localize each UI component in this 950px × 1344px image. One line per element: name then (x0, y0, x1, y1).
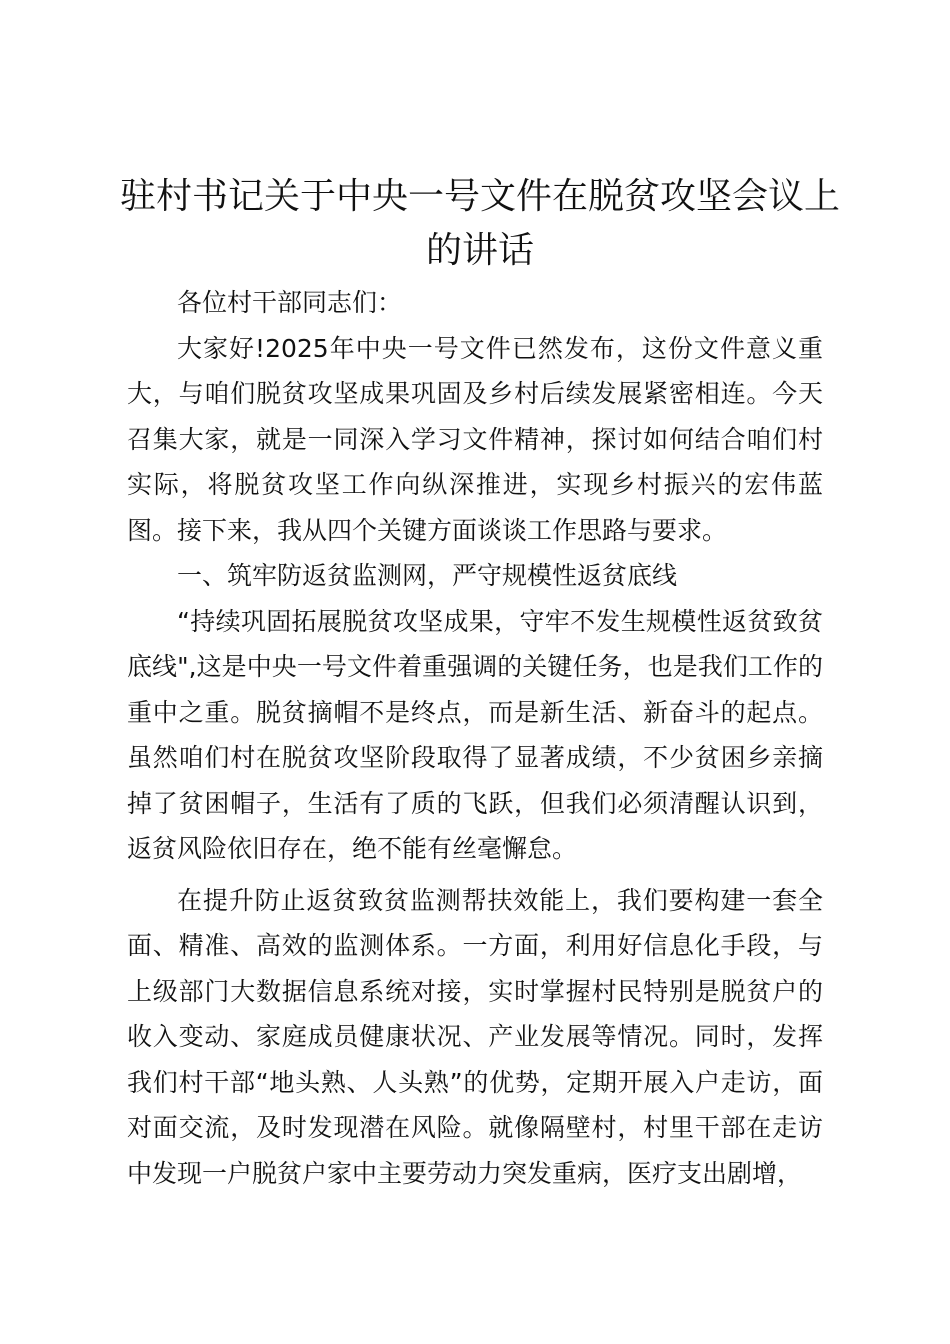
salutation: 各位村干部同志们： (177, 288, 403, 317)
body-paragraph-2: 在提升防止返贫致贫监测帮扶效能上，我们要构建一套全面、精准、高效的监测体系。一方面，利用好信息化手段，与上级部门大数据信息系统对接，实时掌握村民特别是脱贫户的收入变动、家庭成员健康状况、产业发展等情况。同时，发挥我们村干部“地头熟、人头熟”的优势，定期开展入户走访，面对面交流，及时发现潜在风险。就像隔壁村，村里干部在走访中发现一户脱贫户家中主要劳动力突发重病，医疗支出剧增， (127, 885, 823, 1188)
document-title: 驻村书记关于中央一号文件在脱贫攻坚会议上的讲话 (120, 176, 841, 271)
document-body (127, 280, 823, 1196)
intro-paragraph: 大家好!2025年中央一号文件已然发布，这份文件意义重大，与咱们脱贫攻坚成果巩固及乡村后续发展紧密相连。今天召集大家，就是一同深入学习文件精神，探讨如何结合咱们村实际，将脱贫攻坚工作向纵深推进，实现乡村振兴的宏伟蓝图。接下来，我从四个关键方面谈谈工作思路与要求。 (127, 333, 823, 545)
section-heading-1: 一、筑牢防返贫监测网，严守规模性返贫底线 (177, 561, 678, 590)
body-paragraph-1: “持续巩固拓展脱贫攻坚成果，守牢不发生规模性返贫致贫底线",这是中央一号文件着重强调的关键任务，也是我们工作的重中之重。脱贫摘帽不是终点，而是新生活、新奋斗的起点。虽然咱们村在脱贫攻坚阶段取得了显著成绩，不少贫困乡亲摘掉了贫困帽子，生活有了质的飞跃，但我们必须清醒认识到，返贫风险依旧存在，绝不能有丝毫懈怠。 (127, 606, 823, 863)
